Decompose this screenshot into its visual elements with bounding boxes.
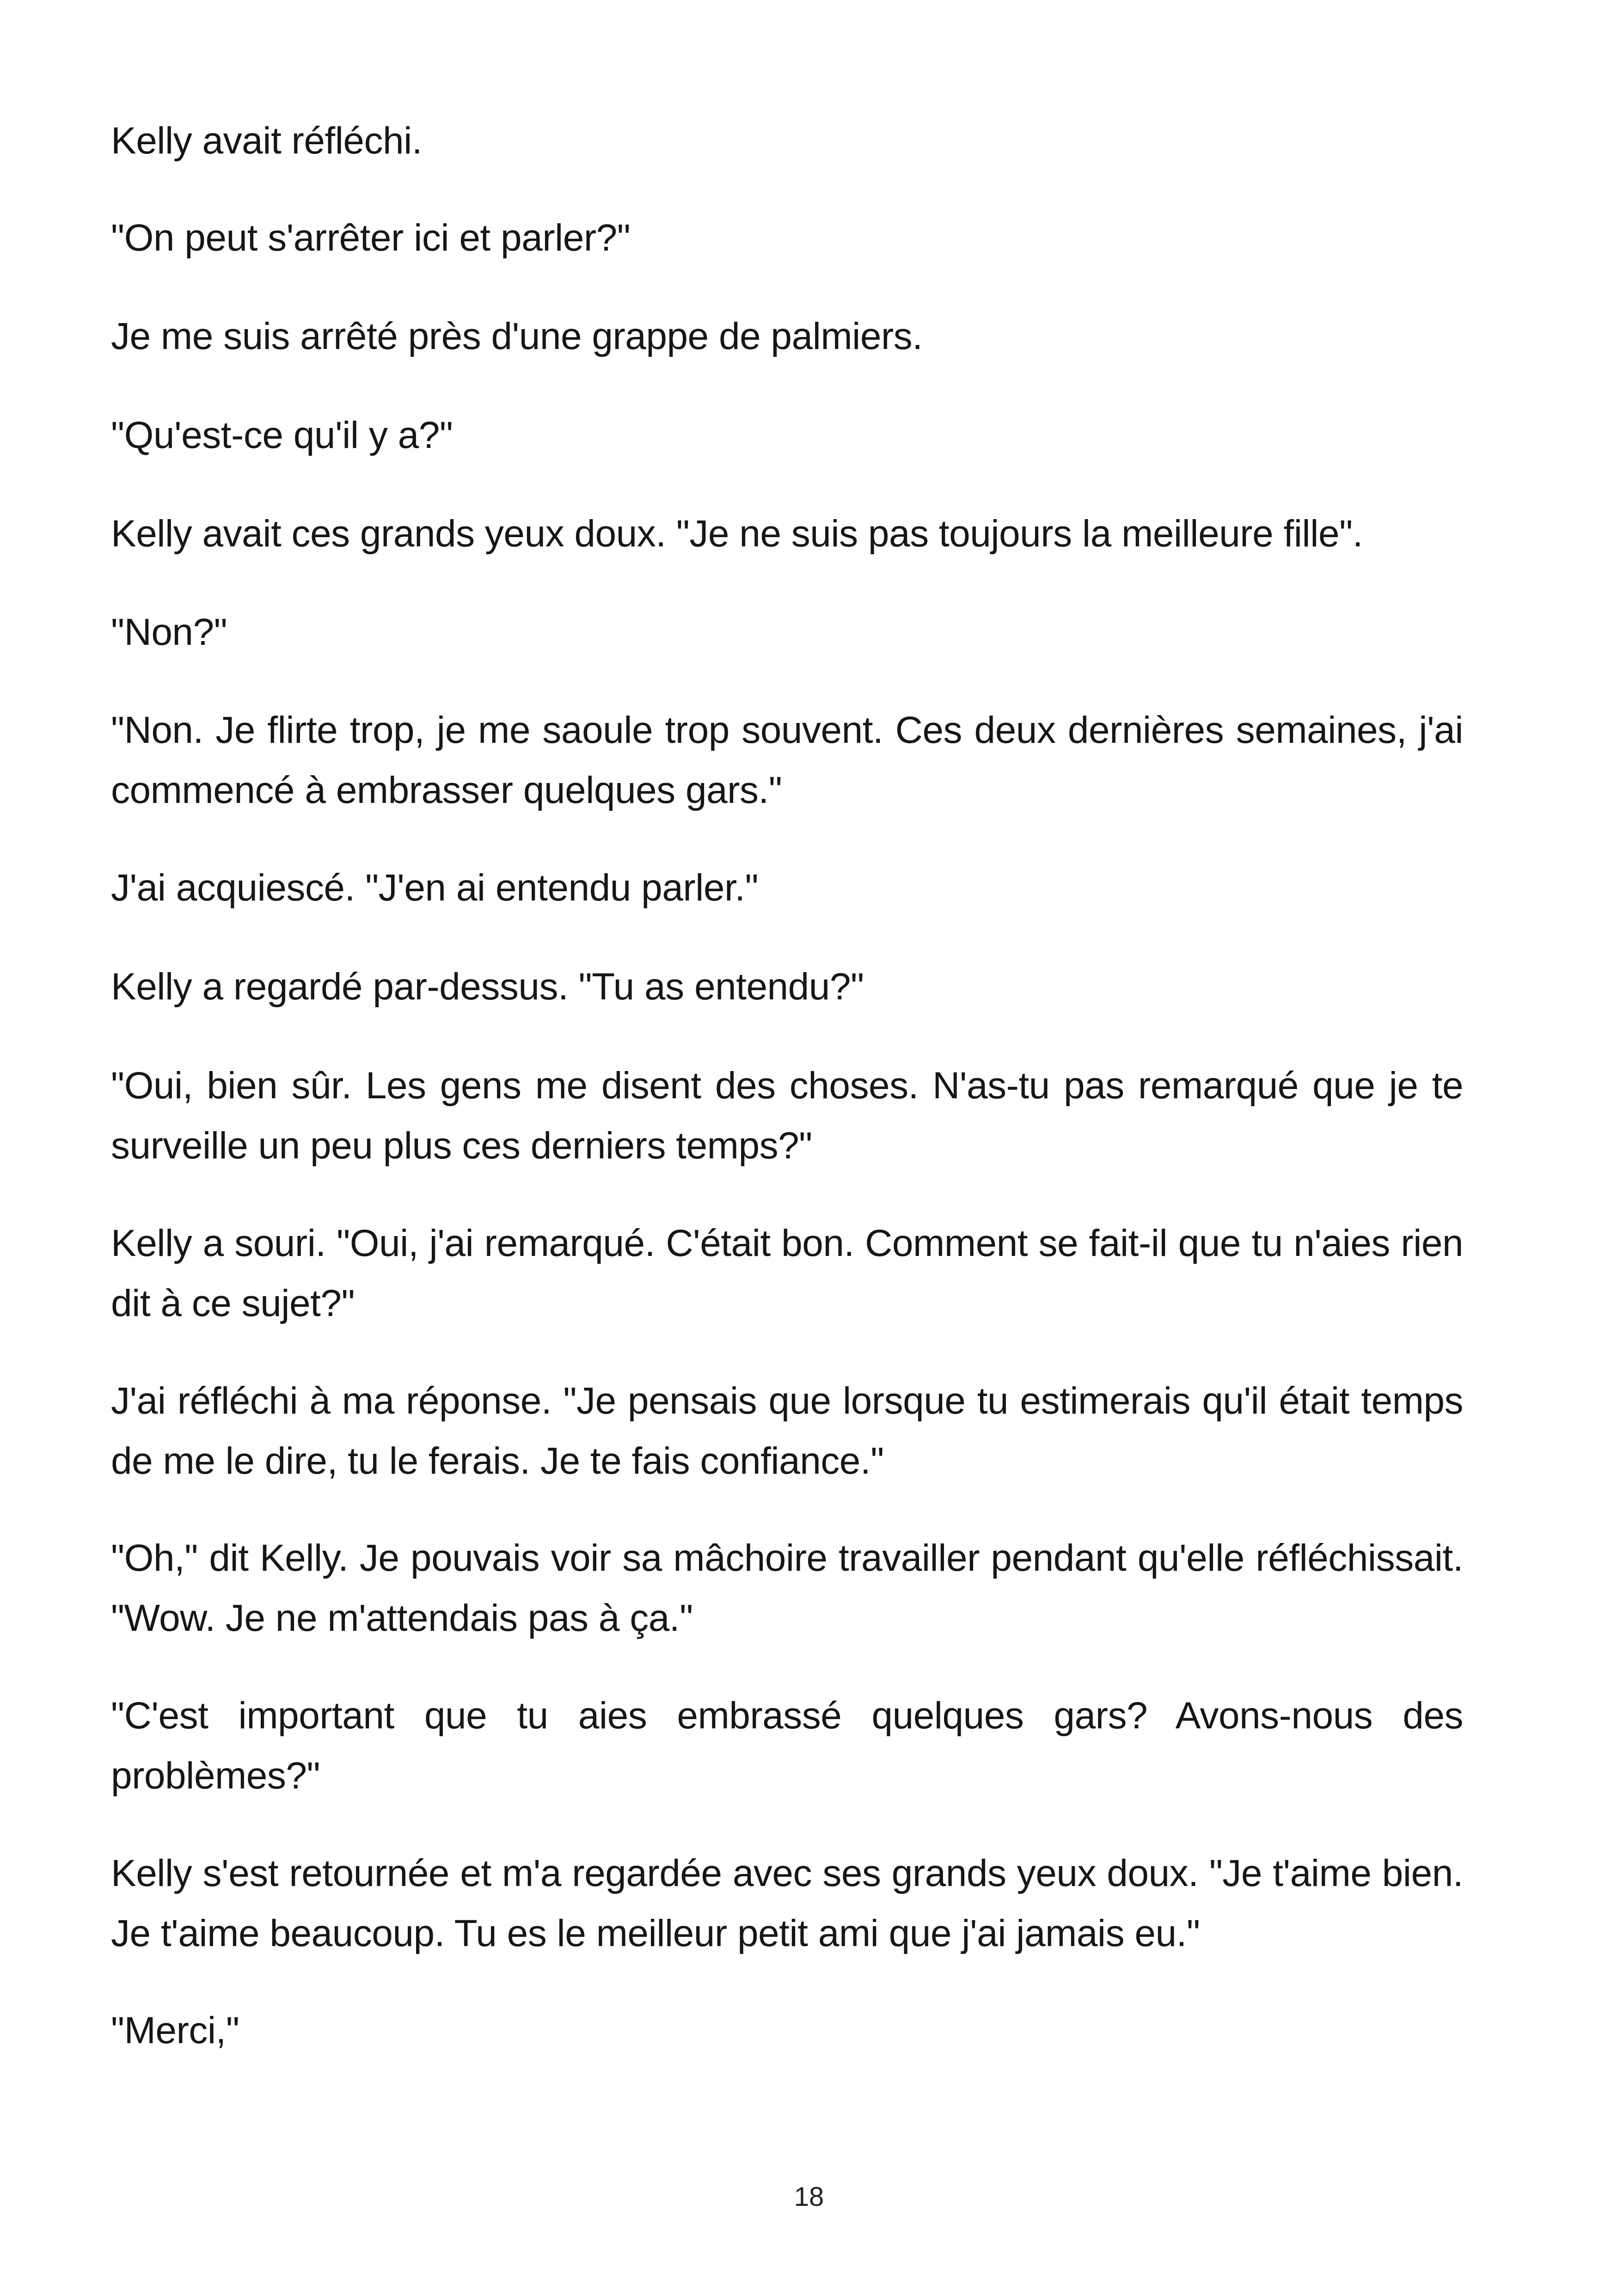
paragraph-16: "Merci," <box>111 2009 239 2051</box>
paragraph-4: "Qu'est-ce qu'il y a?" <box>111 414 453 456</box>
paragraph-1: Kelly avait réfléchi. <box>111 120 423 162</box>
paragraph-3: Je me suis arrêté près d'une grappe de palmiers. <box>111 315 923 357</box>
paragraph-5: Kelly avait ces grands yeux doux. "Je ne suis pas toujours la meilleure fille". <box>111 513 1363 555</box>
page-number: 18 <box>794 2182 824 2212</box>
paragraph-11: Kelly a souri. "Oui, j'ai remarqué. C'était bon. Comment se fait-il que tu n'aies rien dit à ce sujet?" <box>111 1222 1463 1324</box>
paragraph-12: J'ai réfléchi à ma réponse. "Je pensais que lorsque tu estimerais qu'il était temps de me le dire, tu le ferais. Je te fais confiance." <box>111 1380 1463 1482</box>
paragraph-13: "Oh," dit Kelly. Je pouvais voir sa mâchoire travailler pendant qu'elle réfléchissait. "Wow. Je ne m'attendais pas à ça." <box>111 1537 1463 1639</box>
paragraph-10: "Oui, bien sûr. Les gens me disent des choses. N'as-tu pas remarqué que je te surveille un peu plus ces derniers temps?" <box>111 1065 1463 1167</box>
paragraph-9: Kelly a regardé par-dessus. "Tu as entendu?" <box>111 966 864 1008</box>
paragraph-6: "Non?" <box>111 611 227 653</box>
paragraph-2: "On peut s'arrêter ici et parler?" <box>111 217 631 259</box>
paragraph-15: Kelly s'est retournée et m'a regardée avec ses grands yeux doux. "Je t'aime bien. Je t'aime beaucoup. Tu es le meilleur petit ami que j'ai jamais eu." <box>111 1852 1463 1954</box>
paragraph-14: "C'est important que tu aies embrassé quelques gars? Avons-nous des problèmes?" <box>111 1695 1463 1797</box>
paragraph-7: "Non. Je flirte trop, je me saoule trop souvent. Ces deux dernières semaines, j'ai commencé à embrasser quelques gars." <box>111 709 1463 811</box>
paragraph-8: J'ai acquiescé. "J'en ai entendu parler." <box>111 867 759 909</box>
